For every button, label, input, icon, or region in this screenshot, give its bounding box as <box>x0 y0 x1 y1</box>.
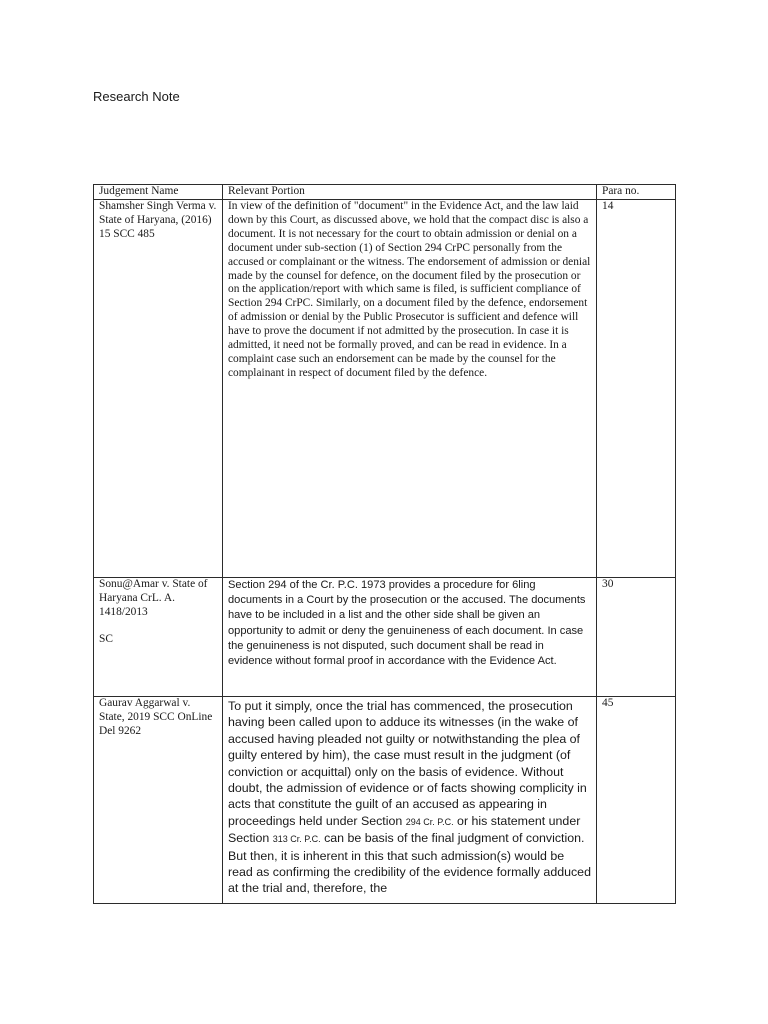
portion-text: To put it simply, once the trial has commenced, the prosecution having been called upon to adduce its witnesses (in the wake of accused having pleaded not guilty or notwithstanding the plea of guilty entered by him), the case must result in the judgment (of conviction or acquittal) only on the basis of evidence. Without doubt, the admission of evidence or of facts showing complicity in acts that constitute the guilt of an accused as appearing in proceedings held under Section <box>228 699 587 828</box>
header-judgement-name: Judgement Name <box>94 185 223 200</box>
table-header-row <box>94 185 676 200</box>
table-row <box>94 200 676 578</box>
court-label: SC <box>99 632 113 645</box>
table-row <box>94 697 676 904</box>
judgement-name-cell: Shamsher Singh Verma v. State of Haryana, (2016) 15 SCC 485 <box>94 200 223 578</box>
para-no-cell: 30 <box>597 578 676 697</box>
portion-text: or his statement under Section <box>228 813 581 846</box>
judgement-name-cell <box>94 578 223 697</box>
page-heading: Research Note <box>93 89 180 104</box>
table-row <box>94 578 676 697</box>
header-relevant-portion: Relevant Portion <box>223 185 597 200</box>
relevant-portion-cell: Section 294 of the Cr. P.C. 1973 provides a procedure for 6ling documents in a Court by the prosecution or the accused. The documents have to be included in a list and the other side shall be given an opportunity to admit or deny the genuineness of each document. In case the genuineness is not disputed, such document shall be read in evidence without formal proof in accordance with the Evidence Act. <box>223 578 597 697</box>
section-reference: 313 Cr. P.C. <box>272 834 321 845</box>
header-para-no: Para no. <box>597 185 676 200</box>
section-reference: 294 Cr. P.C. <box>405 816 454 827</box>
research-table <box>93 184 676 904</box>
para-no-cell: 45 <box>597 697 676 904</box>
relevant-portion-cell <box>223 697 597 904</box>
portion-text: can be basis of the final judgment of conviction. But then, it is inherent in this that such admission(s) would be read as confirming the credibility of the evidence formally adduced at the trial and, therefore, the <box>228 831 591 896</box>
para-no-cell: 14 <box>597 200 676 578</box>
judgement-name-text: Sonu@Amar v. State of Haryana CrL. A. 1418/2013 <box>99 578 208 618</box>
judgement-name-cell: Gaurav Aggarwal v. State, 2019 SCC OnLine Del 9262 <box>94 697 223 904</box>
relevant-portion-cell: In view of the definition of "document" in the Evidence Act, and the law laid down by this Court, as discussed above, we hold that the compact disc is also a document. It is not necessary for the court to obtain admission or denial on a document under sub-section (1) of Section 294 CrPC personally from the accused or complainant or the witness. The endorsement of admission or denial made by the counsel for defence, on the document filed by the prosecution or on the application/report with which same is filed, is sufficient compliance of Section 294 CrPC. Similarly, on a document filed by the defence, endorsement of admission or denial by the Public Prosecutor is sufficient and defence will have to prove the document if not admitted by the prosecution. In case it is admitted, it need not be formally proved, and can be read in evidence. In a complaint case such an endorsement can be made by the counsel for the complainant in respect of document filed by the defence. <box>223 200 597 578</box>
